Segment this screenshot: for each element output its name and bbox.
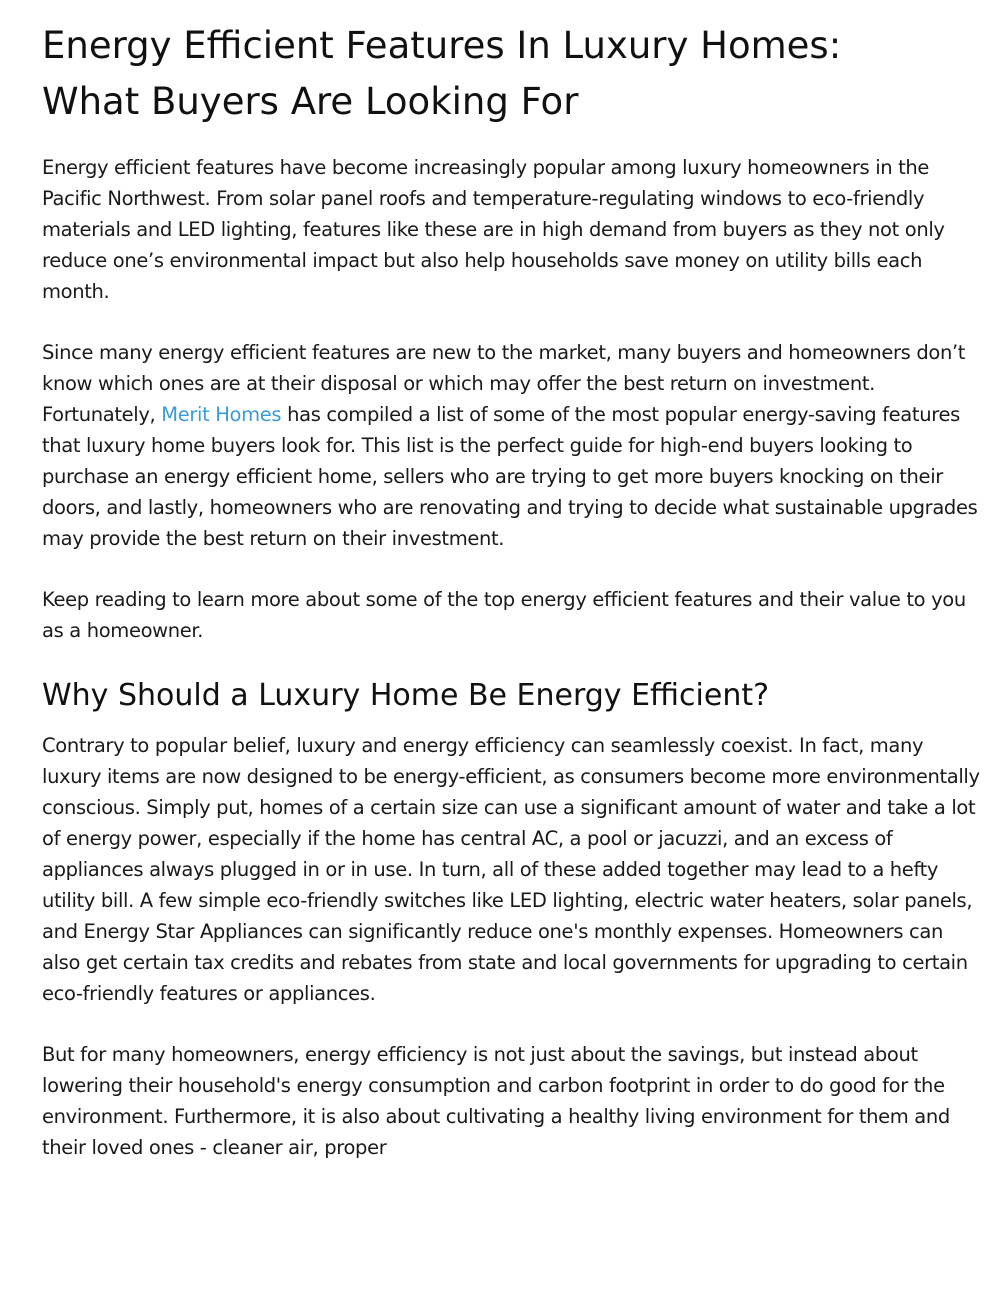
title-spacer <box>42 130 984 152</box>
section-paragraph-2: But for many homeowners, energy efficiency is not just about the savings, but instead about lowering their household's energy consumption and carbon footprint in order to do good for the environment. Furthermore, it is also about cultivating a healthy living environment for them and their loved ones - cleaner air, proper <box>42 1043 950 1159</box>
article-title <box>42 18 984 130</box>
section-heading-why-energy-efficient: Why Should a Luxury Home Be Energy Efficient? <box>42 678 770 713</box>
article-title-line-1: Energy Efficient Features In Luxury Homes: <box>42 24 842 67</box>
intro-paragraph-1: Energy efficient features have become increasingly popular among luxury homeowners in the Pacific Northwest. From solar panel roofs and temperature-regulating windows to eco-friendly materials and LED lighting, features like these are in high demand from buyers as they not only reduce one’s environmental impact but also help households save money on utility bills each month. <box>42 156 945 303</box>
merit-homes-link[interactable]: Merit Homes <box>161 403 282 426</box>
intro-paragraph-3: Keep reading to learn more about some of the top energy efficient features and their value to you as a homeowner. <box>42 588 966 642</box>
section-paragraph-1: Contrary to popular belief, luxury and energy efficiency can seamlessly coexist. In fact, many luxury items are now designed to be energy-efficient, as consumers become more environmentally conscious. Simply put, homes of a certain size can use a significant amount of water and take a lot of energy power, especially if the home has central AC, a pool or jacuzzi, and an excess of appliances always plugged in or in use. In turn, all of these added together may lead to a hefty utility bill. A few simple eco-friendly switches like LED lighting, electric water heaters, solar panels, and Energy Star Appliances can significantly reduce one's monthly expenses. Homeowners can also get certain tax credits and rebates from state and local governments for upgrading to certain eco-friendly features or appliances. <box>42 734 980 1005</box>
intro-paragraph-2-text-end: has compiled a list of some of the most popular energy-saving features that luxury home buyers look for. This list is the perfect guide for high-end buyers looking to purchase an energy efficient home, sellers who are trying to get more buyers knocking on their doors, and lastly, homeowners who are renovating and trying to decide what sustainable upgrades may provide the best return on their investment. <box>42 403 978 550</box>
intro-paragraph-2 <box>42 337 984 554</box>
article-title-line-2: What Buyers Are Looking For <box>42 80 579 123</box>
intro-paragraph-2-text-start: Since many energy efficient features are new to the market, many buyers and homeowners don’t know which ones are at their disposal or which may offer the best return on investment. Fortunately, <box>42 341 966 426</box>
